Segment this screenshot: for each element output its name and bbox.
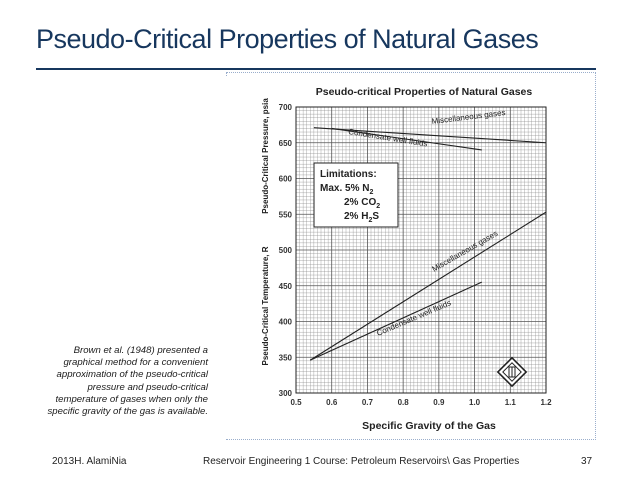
y-tick-label: 500 xyxy=(278,246,292,255)
y-axis-label-pressure: Pseudo-Critical Pressure, psia xyxy=(261,98,270,214)
label-temperature-condensate: Condensate well fluids xyxy=(375,298,453,338)
title-divider xyxy=(36,68,596,70)
x-tick-label: 0.5 xyxy=(290,398,302,407)
y-tick-labels xyxy=(279,103,293,398)
label-pressure-condensate: Condensate well fluids xyxy=(347,127,429,149)
x-tick-label: 1.0 xyxy=(469,398,481,407)
x-tick-label: 0.7 xyxy=(361,398,373,407)
footer-author: 2013H. AlamiNia xyxy=(52,456,127,467)
limitation-co2: 2% $CO_2$ xyxy=(344,197,381,210)
y-tick-label: 350 xyxy=(278,353,292,363)
y-tick-label: 450 xyxy=(278,281,292,291)
label-pressure-misc: Miscellaneous gases xyxy=(431,108,506,126)
slide-title: Pseudo-Critical Properties of Natural Gases xyxy=(36,24,539,54)
limitations-box xyxy=(314,163,398,227)
x-tick-label: 1.1 xyxy=(504,398,516,407)
x-axis-label: Specific Gravity of the Gas xyxy=(362,420,496,432)
caption-text: Brown et al. (1948) presented a graphical method for a convenient approximation of the pseudo-critical pressure and pseudo-critical temperature of gases when only the specific gravity of the gas is available. xyxy=(47,345,208,418)
y-tick-label: 550 xyxy=(278,210,292,220)
y-tick-label: 600 xyxy=(278,174,292,184)
x-tick-label: 0.6 xyxy=(326,398,338,407)
y-tick-label: 700 xyxy=(278,103,292,112)
limitation-n2: Max. 5% $N_2$ xyxy=(320,183,374,196)
y-tick-label: 300 xyxy=(278,389,292,398)
x-tick-label: 0.9 xyxy=(433,398,445,407)
pseudo-critical-chart xyxy=(226,76,592,438)
y-tick-label: 400 xyxy=(278,317,292,327)
y-axis-label-temperature: Pseudo-Critical Temperature, R xyxy=(261,246,270,366)
y-tick-label: 650 xyxy=(278,138,292,148)
page-number: 37 xyxy=(581,456,593,467)
label-temperature-misc: Miscellaneous gases xyxy=(430,228,500,274)
chart-title: Pseudo-critical Properties of Natural Gases xyxy=(315,86,533,98)
limitation-h2s: 2% $H_2S$ xyxy=(344,211,380,224)
x-tick-label: 1.2 xyxy=(540,398,552,407)
x-tick-label: 0.8 xyxy=(397,398,409,407)
limitations-heading: Limitations: xyxy=(320,169,377,180)
footer-course: Reservoir Engineering 1 Course: Petroleum Reservoirs\ Gas Properties xyxy=(203,456,520,467)
